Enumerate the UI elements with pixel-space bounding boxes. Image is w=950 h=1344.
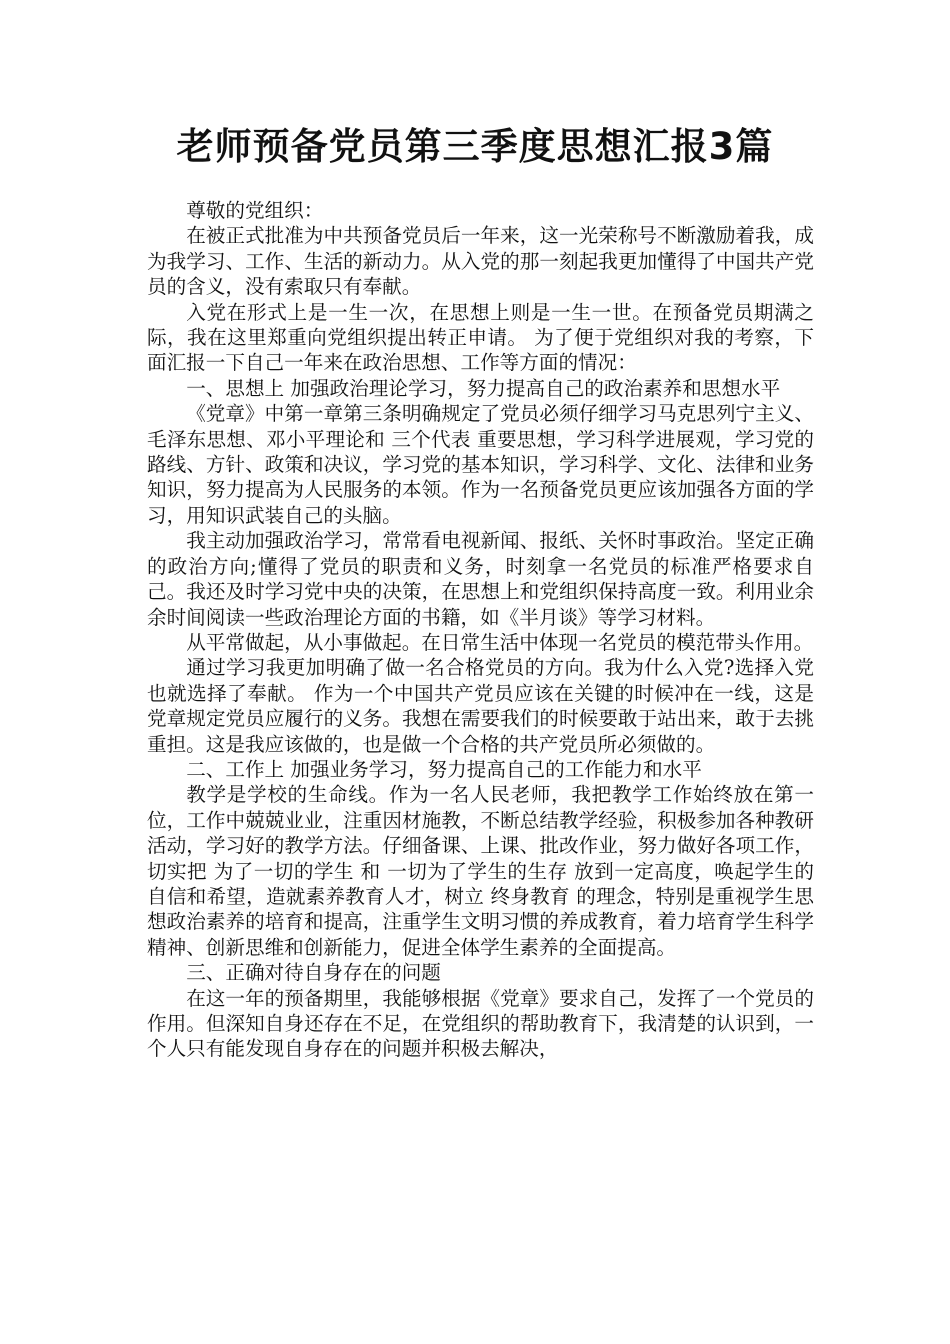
body-paragraph: 我主动加强政治学习，常常看电视新闻、报纸、关怀时事政治。坚定正确的政治方向;懂得了党员的职责和义务，时刻拿一名党员的标准严格要求自己。我还及时学习党中央的决策，在思想上和党组织保持高度一致。利用业余余时间阅读一些政治理论方面的书籍，如《半月谈》等学习材料。: [147, 529, 814, 629]
body-paragraph: 从平常做起，从小事做起。在日常生活中体现一名党员的模范带头作用。: [186, 630, 814, 654]
body-paragraph: 在这一年的预备期里，我能够根据《党章》要求自己，发挥了一个党员的作用。但深知自身还存在不足，在党组织的帮助教育下，我清楚的认识到，一个人只有能发现自身存在的问题并积极去解决，: [147, 986, 814, 1061]
body-paragraph: 教学是学校的生命线。作为一名人民老师，我把教学工作始终放在第一位，工作中兢兢业业，注重因材施教，不断总结教学经验，积极参加各种教研活动，学习好的教学方法。仔细备课、上课、批改作业，努力做好各项工作，切实把 为了一切的学生 和 一切为了学生的生存 放到一定高度，唤起学生的自信和希望，造就素养教育人才，树立 终身教育 的理念，特别是重视学生思想政治素养的培育和提高，注重学生文明习惯的养成教育，着力培育学生科学精神、创新思维和创新能力，促进全体学生素养的全面提高。: [147, 783, 814, 959]
body-paragraph: 通过学习我更加明确了做一名合格党员的方向。我为什么入党?选择入党也就选择了奉献。 作为一个中国共产党员应该在关键的时候冲在一线，这是党章规定党员应履行的义务。我想在需要我们的时候要敢于站出来，敢于去挑重担。这是我应该做的，也是做一个合格的共产党员所必须做的。: [147, 656, 814, 756]
document-title: 老师预备党员第三季度思想汇报3篇: [176, 125, 774, 168]
salutation: 尊敬的党组织：: [186, 199, 324, 222]
document-body: [147, 198, 814, 1062]
body-paragraph: 入党在形式上是一生一次，在思想上则是一生一世。在预备党员期满之际，我在这里郑重向党组织提出转正申请。 为了便于党组织对我的考察，下面汇报一下自己一年来在政治思想、工作等方面的情况：: [147, 300, 814, 375]
section-heading: 一、思想上 加强政治理论学习，努力提高自己的政治素养和思想水平: [186, 376, 781, 400]
body-paragraph: 《党章》中第一章第三条明确规定了党员必须仔细学习马克思列宁主义、毛泽东思想、邓小平理论和 三个代表 重要思想，学习科学进展观，学习党的路线、方针、政策和决议，学习党的基本知识，学习科学、文化、法律和业务知识，努力提高为人民服务的本领。作为一名预备党员更应该加强各方面的学习，用知识武装自己的头脑。: [147, 402, 814, 527]
section-heading: 二、工作上 加强业务学习，努力提高自己的工作能力和水平: [186, 757, 702, 781]
body-paragraph: 在被正式批准为中共预备党员后一年来，这一光荣称号不断激励着我，成为我学习、工作、生活的新动力。从入党的那一刻起我更加懂得了中国共产党员的含义，没有索取只有奉献。: [147, 224, 814, 299]
section-heading: 三、正确对待自身存在的问题: [186, 961, 441, 985]
